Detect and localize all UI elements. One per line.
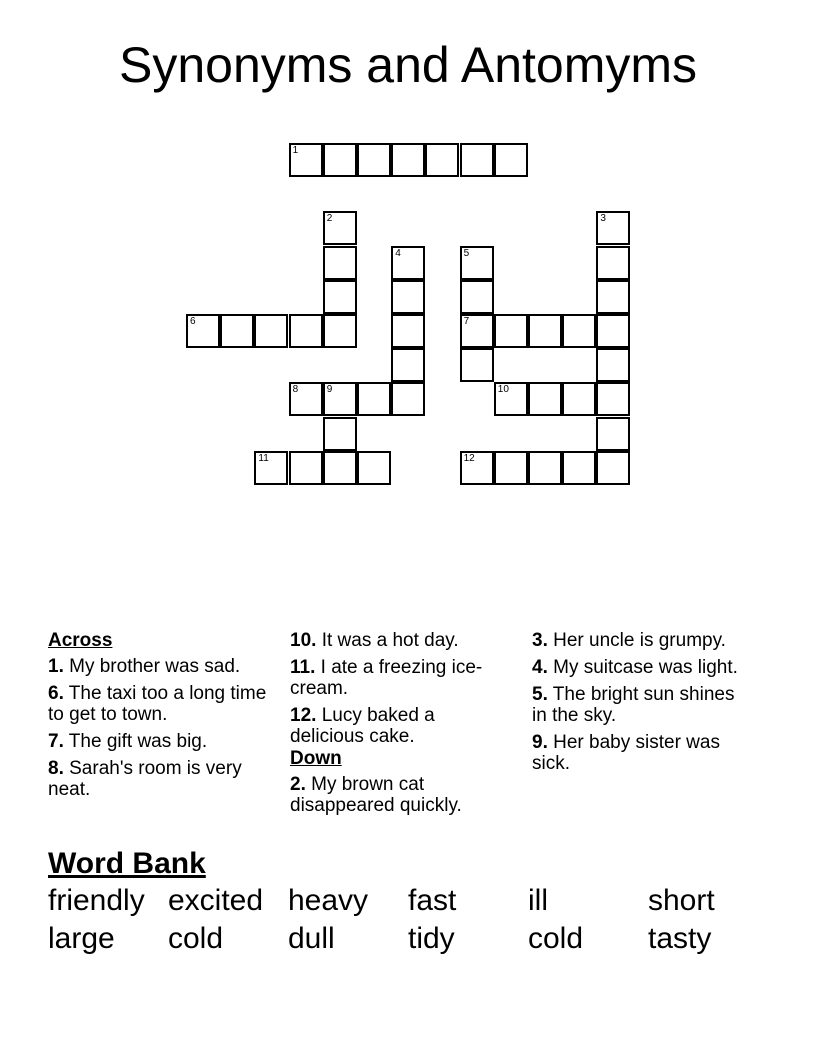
clue-item <box>290 657 512 699</box>
clue-number: 5 <box>463 247 470 259</box>
crossword-cell[interactable] <box>391 246 425 280</box>
crossword-cell[interactable] <box>596 451 630 485</box>
clue-item-number: 10. <box>290 630 317 651</box>
clue-item-text: My suitcase was light. <box>547 657 738 678</box>
crossword-cell[interactable] <box>596 314 630 348</box>
crossword-cell[interactable] <box>220 314 254 348</box>
crossword-cell[interactable] <box>391 314 425 348</box>
crossword-cell[interactable] <box>596 211 630 245</box>
clue-item-number: 2. <box>290 774 306 795</box>
clue-number: 4 <box>395 247 401 259</box>
clue-number: 1 <box>292 145 299 156</box>
clue-item-number: 5. <box>532 684 548 705</box>
crossword-cell[interactable] <box>494 143 528 177</box>
clue-number: 12 <box>463 452 475 464</box>
crossword-cell[interactable] <box>254 451 288 485</box>
clue-number: 3 <box>600 213 606 225</box>
word-bank-word: tidy <box>408 922 455 955</box>
crossword-cell[interactable] <box>460 280 494 314</box>
page-title: Synonyms and Antomyms <box>118 37 698 93</box>
across-clue-list-continued <box>290 630 512 747</box>
crossword-cell[interactable] <box>289 143 323 177</box>
clue-item-text: The bright sun shines in the sky. <box>532 684 735 726</box>
clue-item-number: 7. <box>48 731 64 752</box>
clue-item <box>48 731 270 752</box>
clue-item-text: Lucy baked a delicious cake. <box>290 705 435 747</box>
word-bank-word: ill <box>528 884 548 917</box>
crossword-cell[interactable] <box>596 417 630 451</box>
clue-item-text: I ate a freezing ice-cream. <box>290 657 483 699</box>
clue-item-text: Her baby sister was sick. <box>532 732 720 774</box>
word-bank-word: dull <box>288 922 335 955</box>
clues-column-2 <box>290 630 512 822</box>
crossword-cell[interactable] <box>323 382 357 416</box>
clue-number: 10 <box>497 384 509 396</box>
crossword-cell[interactable] <box>425 143 459 177</box>
crossword-cell[interactable] <box>357 451 391 485</box>
crossword-cell[interactable] <box>289 451 323 485</box>
clues-column-1 <box>48 630 270 806</box>
crossword-cell[interactable] <box>323 143 357 177</box>
clue-item-text: The gift was big. <box>63 731 208 752</box>
word-bank-title: Word Bank <box>48 847 206 880</box>
clue-number: 2 <box>326 213 333 225</box>
crossword-cell[interactable] <box>323 417 357 451</box>
down-heading: Down <box>290 748 342 769</box>
word-bank-word: fast <box>408 884 457 917</box>
clue-item-number: 3. <box>532 630 548 651</box>
crossword-cell[interactable] <box>254 314 288 348</box>
crossword-cell[interactable] <box>494 451 528 485</box>
word-bank-word: short <box>648 884 715 917</box>
clue-item-number: 4. <box>532 657 548 678</box>
clue-item <box>290 705 512 747</box>
crossword-cell[interactable] <box>460 348 494 382</box>
crossword-cell[interactable] <box>289 382 323 416</box>
crossword-cell[interactable] <box>460 143 494 177</box>
crossword-cell[interactable] <box>494 382 528 416</box>
clue-item <box>48 656 270 677</box>
down-clue-list <box>290 774 512 816</box>
clue-item <box>532 657 754 678</box>
crossword-cell[interactable] <box>460 246 494 280</box>
clue-item-number: 8. <box>48 758 64 779</box>
crossword-cell[interactable] <box>596 280 630 314</box>
clue-item-number: 9. <box>532 732 548 753</box>
crossword-cell[interactable] <box>596 382 630 416</box>
crossword-cell[interactable] <box>323 280 357 314</box>
crossword-cell[interactable] <box>596 348 630 382</box>
crossword-cell[interactable] <box>528 314 562 348</box>
word-bank-word: cold <box>168 922 224 955</box>
crossword-cell[interactable] <box>460 451 494 485</box>
clue-item-text: My brown cat disappeared quickly. <box>290 774 462 816</box>
clue-item-text: My brother was sad. <box>63 656 241 677</box>
crossword-cell[interactable] <box>323 314 357 348</box>
across-clue-list <box>48 656 270 800</box>
crossword-cell[interactable] <box>528 382 562 416</box>
crossword-cell[interactable] <box>357 143 391 177</box>
clue-item <box>48 683 270 725</box>
crossword-cell[interactable] <box>323 451 357 485</box>
clue-number: 7 <box>463 316 470 327</box>
clue-item-text: Her uncle is grumpy. <box>547 630 726 651</box>
crossword-cell[interactable] <box>596 246 630 280</box>
clue-number: 9 <box>326 384 333 396</box>
clue-item <box>290 774 512 816</box>
clue-item <box>532 630 754 651</box>
clue-item <box>48 758 270 800</box>
word-bank-word: cold <box>528 922 584 955</box>
crossword-cell[interactable] <box>289 314 323 348</box>
clue-number: 11 <box>258 452 269 464</box>
word-bank-word: heavy <box>288 884 369 917</box>
clue-item-number: 12. <box>290 705 317 726</box>
crossword-cell[interactable] <box>562 314 596 348</box>
clue-item-text: Sarah's room is very neat. <box>48 758 242 800</box>
clue-item-number: 1. <box>48 656 64 677</box>
across-heading: Across <box>48 630 113 651</box>
clue-item <box>532 732 754 774</box>
word-bank-word: friendly <box>48 884 145 917</box>
clue-number: 6 <box>190 316 196 327</box>
clue-item <box>290 630 512 651</box>
clue-item-text: The taxi too a long time to get to town. <box>48 683 267 725</box>
crossword-cell[interactable] <box>357 382 391 416</box>
crossword-cell[interactable] <box>528 451 562 485</box>
clue-item-text: It was a hot day. <box>316 630 459 651</box>
crossword-cell[interactable] <box>494 314 528 348</box>
clue-number: 8 <box>292 384 299 396</box>
clues-column-3 <box>532 630 754 780</box>
crossword-cell[interactable] <box>562 382 596 416</box>
down-clue-list-continued <box>532 630 754 774</box>
crossword-cell[interactable] <box>391 382 425 416</box>
clue-item <box>532 684 754 726</box>
crossword-cell[interactable] <box>323 211 357 245</box>
crossword-cell[interactable] <box>460 314 494 348</box>
word-bank-word: excited <box>168 884 264 917</box>
crossword-cell[interactable] <box>391 143 425 177</box>
crossword-cell[interactable] <box>391 280 425 314</box>
crossword-cell[interactable] <box>391 348 425 382</box>
clue-item-number: 11. <box>290 657 316 678</box>
word-bank-word: large <box>48 922 115 955</box>
crossword-cell[interactable] <box>186 314 220 348</box>
word-bank-word: tasty <box>648 922 712 955</box>
clue-item-number: 6. <box>48 683 64 704</box>
crossword-cell[interactable] <box>323 246 357 280</box>
crossword-cell[interactable] <box>562 451 596 485</box>
